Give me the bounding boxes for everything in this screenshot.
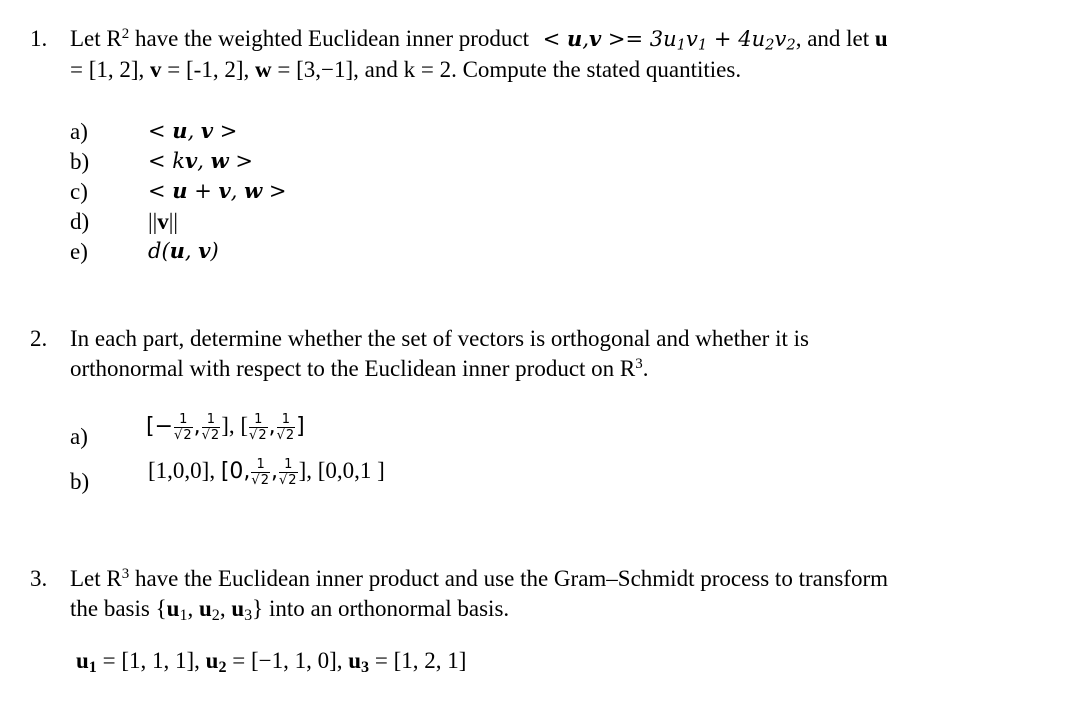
part-b-vectors: [1,0,0], [0, $\frac{1}{√2}$ , $\frac{1}{√2}$ ], [0,0,1 ]	[148, 457, 385, 488]
item-label: d)	[70, 209, 90, 234]
basis-vectors: $u_1 = [1$, 1, 1], $u_2 = [-1$, 1, 0], $u_3 = [1$, 2, 1]	[76, 648, 467, 677]
problem-3-number: 3.	[30, 566, 48, 591]
problem-2-number: 2.	[30, 326, 48, 351]
part-b-label: b)	[70, 469, 90, 494]
item-label: c)	[70, 179, 88, 204]
item-label: b)	[70, 149, 90, 174]
item-expression: < kv, w >	[148, 148, 253, 173]
item-expression: ||v||	[148, 209, 178, 234]
item-label: e)	[70, 239, 88, 264]
problem-2-line-2: orthonormal with respect to the Euclidean inner product on $R^3$.	[70, 355, 649, 381]
item-expression: < u, v >	[148, 118, 238, 143]
problem-3-line-1: Let $R^3$ have the Euclidean inner product and use the Gram–Schmidt process to transform	[70, 565, 888, 591]
item-expression: d(u, v)	[148, 238, 219, 263]
item-expression: < u + v, w >	[148, 178, 287, 203]
problem-3-line-2: the basis {$u_1$, $u_2$, $u_3$} into an orthonormal basis.	[70, 596, 510, 625]
item-label: a)	[70, 119, 88, 144]
problem-1-line-1: Let $R^2$ have the weighted Euclidean inner product < $u,v >= 3u_1v_1 + 4u_2v_2$, and let u	[70, 25, 888, 54]
problem-1-line-2: = [1, 2], v = [-1, 2], w = [3,−1], and k = 2. Compute the stated quantities.	[70, 57, 742, 82]
part-a-label: a)	[70, 424, 88, 449]
problem-2-line-1: In each part, determine whether the set of vectors is orthogonal and whether it is	[70, 326, 809, 351]
part-a-vectors: [− $\frac{1}{√2}$ , $\frac{1}{√2}$ ], [ $\frac{1}{√2}$ , $\frac{1}{√2}$ ]	[146, 412, 305, 443]
problem-1-number: 1.	[30, 26, 48, 51]
inner-product-formula: < $u,v >= 3u_1v_1 + 4u_2v_2$	[542, 26, 796, 54]
